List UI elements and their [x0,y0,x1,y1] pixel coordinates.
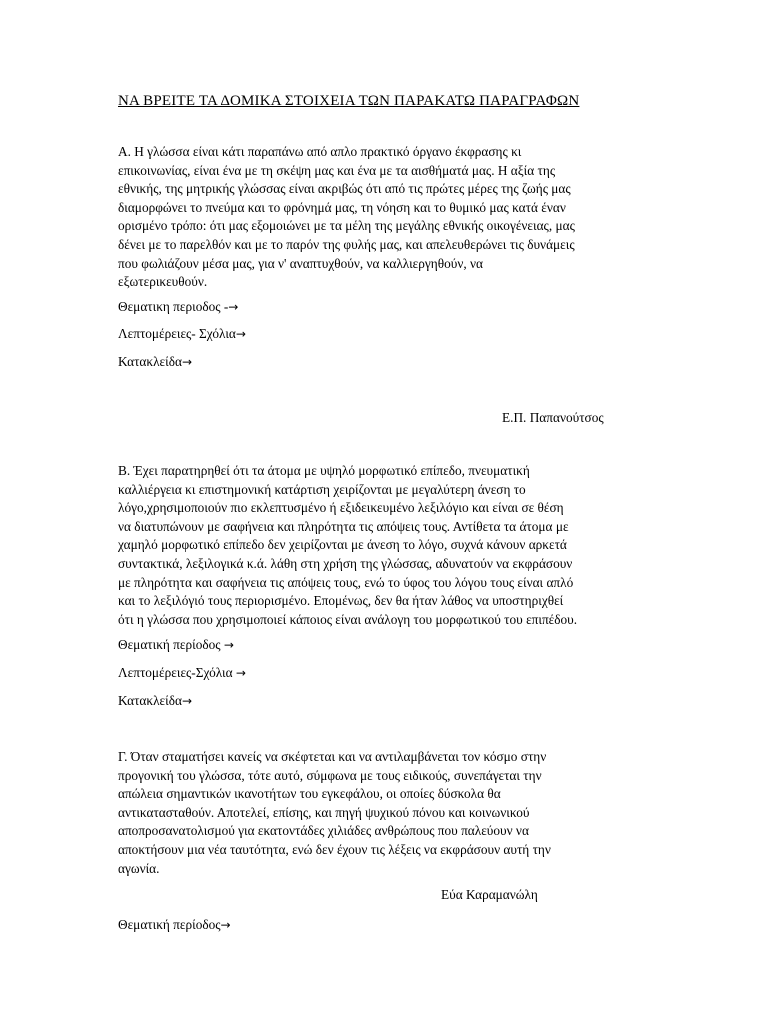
author-c: Εύα Καραμανώλη [441,887,538,902]
structure-item-topic-sentence-a [118,299,238,315]
paragraph-c-line: αποπροσανατολισμού για εκατοντάδες χιλιάδες ανθρώπους που παλεύουν να [118,823,529,839]
document-title: ΝΑ ΒΡΕΙΤΕ ΤΑ ΔΟΜΙΚΑ ΣΤΟΙΧΕΙΑ ΤΩΝ ΠΑΡΑΚΑΤΩ ΠΑΡΑΓΡΑΦΩΝ [118,93,580,109]
paragraph-b-line: συντακτικά, λεξιλογικά κ.ά. λάθη στη χρήση της γλώσσας, αδυνατούν να εκφράσουν [118,555,573,571]
paragraph-c [118,748,654,878]
paragraph-a-line: που φωλιάζουν μέσα μας, για ν' αναπτυχθούν, να καλλιεργηθούν, να [118,255,483,271]
author-a: Ε.Π. Παπανούτσος [502,410,604,425]
right-arrow-icon: → [228,300,239,314]
paragraph-b-line: να διατυπώνουν με σαφήνεια και πληρότητα τις απόψεις τους. Αντίθετα τα άτομα με [118,518,569,534]
paragraph-c-line: αποκτήσουν μια νέα ταυτότητα, ενώ δεν έχουν τις λέξεις να εκφράσουν αυτή την [118,841,551,857]
right-arrow-icon: → [235,666,246,680]
paragraph-a [118,143,654,292]
paragraph-b-line: ότι η γλώσσα που χρησιμοποιεί κάποιος είναι ανάλογη του μορφωτικού του επιπέδου. [118,611,578,627]
right-arrow-icon: → [235,327,246,341]
item-label: Κατακλείδα [118,693,182,708]
paragraph-b-line: καλλιέργεια κι επιστημονική κατάρτιση χειρίζονται με μεγαλύτερη άνεση το [118,481,526,497]
structure-item-topic-sentence-b [118,637,234,653]
item-label: Θεματική περίοδος [118,917,221,932]
structure-item-conclusion-a [118,354,192,370]
structure-item-conclusion-b [118,693,192,709]
item-label: Κατακλείδα [118,354,182,369]
paragraph-b-line: Β. Έχει παρατηρηθεί ότι τα άτομα με υψηλό μορφωτικό επίπεδο, πνευματική [118,463,530,478]
paragraph-a-line: διαμορφώνει το πνεύμα και το φρόνημά μας, τη νόηση και το θυμικό μας κατά έναν [118,199,566,215]
right-arrow-icon: → [181,694,192,708]
right-arrow-icon: → [223,638,234,652]
right-arrow-icon: → [220,918,231,932]
item-label: Λεπτομέρειες-Σχόλια [118,665,236,680]
structure-item-details-a [118,326,246,342]
paragraph-a-line: εξωτερικευθούν. [118,274,208,290]
paragraph-b-line: λόγο,χρησιμοποιούν πιο εκλεπτυσμένο ή εξιδεικευμένο λεξιλόγιο και είναι σε θέση [118,500,564,516]
paragraph-c-line: προγονική του γλώσσα, τότε αυτό, σύμφωνα με τους ειδικούς, συνεπάγεται την [118,767,542,783]
item-label: Θεματικη περιοδος - [118,299,229,314]
paragraph-c-line: αγωνία. [118,860,160,876]
item-label: Λεπτομέρειες- Σχόλια [118,326,236,341]
structure-item-topic-sentence-c [118,917,231,933]
structure-item-details-b [118,665,246,681]
paragraph-a-line: εθνικής, της μητρικής γλώσσας είναι ακριβώς ότι από τις πρώτες μέρες της ζωής μας [118,181,571,197]
paragraph-a-line: επικοινωνίας, είναι ένα με τη σκέψη μας και ένα με τα αισθήματά μας. Η αξία της [118,162,556,178]
paragraph-c-line: Γ. Όταν σταματήσει κανείς να σκέφτεται και να αντιλαμβάνεται τον κόσμο στην [118,749,547,764]
paragraph-c-line: αντικατασταθούν. Αποτελεί, επίσης, και πηγή ψυχικού πόνου και κοινωνικού [118,804,530,820]
right-arrow-icon: → [181,355,192,369]
paragraph-b-line: χαμηλό μορφωτικό επίπεδο δεν χειρίζονται με άνεση το λόγο, συχνά κάνουν αρκετά [118,537,567,553]
item-label: Θεματική περίοδος [118,637,224,652]
paragraph-a-line: δένει με το παρελθόν και με το παρόν της φυλής μας, και απελευθερώνει τις δυνάμεις [118,236,575,252]
paragraph-c-line: απώλεια σημαντικών ικανοτήτων του εγκεφάλου, οι οποίες δύσκολα θα [118,786,501,802]
paragraph-a-line: ορισμένο τρόπο: ότι μας εξομοιώνει με τα μέλη της μεγάλης εθνικής οικογένειας, μας [118,218,575,234]
paragraph-a-line: Α. Η γλώσσα είναι κάτι παραπάνω από απλο πρακτικό όργανο έκφρασης κι [118,144,522,159]
paragraph-b [118,462,654,629]
paragraph-b-line: και το λεξιλόγιό τους περιορισμένο. Επομένως, δεν θα ήταν λάθος να υποστηριχθεί [118,593,564,609]
paragraph-b-line: με πληρότητα και σαφήνεια τις απόψεις τους, ενώ το ύφος του λόγου τους είναι απλό [118,574,574,590]
